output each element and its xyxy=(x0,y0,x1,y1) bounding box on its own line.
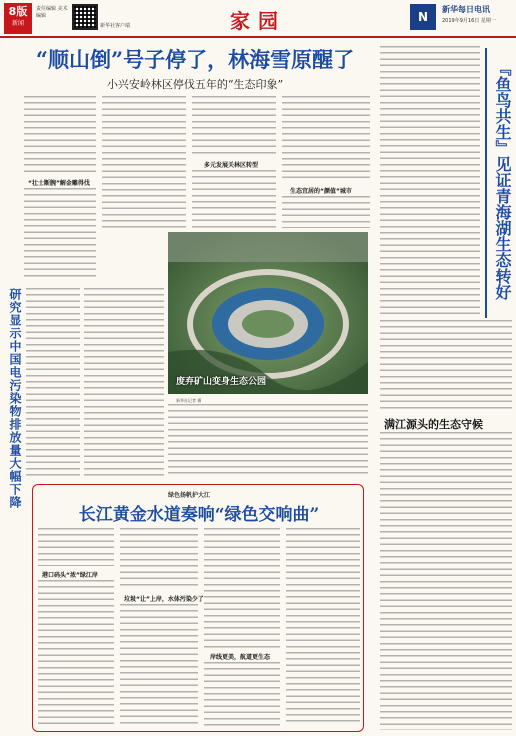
lead-body-col-1b xyxy=(24,188,96,280)
lead-body-col-2 xyxy=(102,96,186,228)
sidebar-body-1 xyxy=(26,288,80,478)
lead-subhead-3: 生态宜居的“颜值”城市 xyxy=(290,188,352,195)
masthead xyxy=(0,0,516,38)
lead-subhead-2: 多元发展关林区转型 xyxy=(204,162,259,169)
editor-credits: 责任编辑 美术编辑 xyxy=(36,6,68,19)
mid-body-strip xyxy=(168,404,368,478)
photo-caption: 废弃矿山变身生态公园 xyxy=(176,377,267,387)
right-body-2 xyxy=(380,320,512,410)
feature-body-1b xyxy=(38,580,114,726)
newspaper-name: 新华每日电讯 xyxy=(442,5,490,14)
lead-body-col-1 xyxy=(24,96,96,174)
newspaper-logo-icon: N xyxy=(410,4,436,30)
feature-subhead-3: 岸线更美，航道更生态 xyxy=(210,654,271,661)
photo-credit: 新华社记者 摄 xyxy=(176,398,202,403)
right-subheadline: 满江源头的生态守候 xyxy=(384,418,483,431)
aerial-park-photo xyxy=(168,232,368,394)
feature-body-3 xyxy=(204,528,280,648)
lead-body-col-4b xyxy=(282,196,370,228)
page-number-badge xyxy=(4,3,32,34)
right-banner-headline: 『鱼鸟共生』见证青海湖生态转好 xyxy=(493,60,512,300)
sidebar-body-2 xyxy=(84,288,164,478)
lead-body-col-3 xyxy=(192,96,276,156)
qr-code-icon xyxy=(72,4,98,30)
feature-subhead-1: 港口码头“浓”绿江岸 xyxy=(42,572,98,579)
feature-subhead-2: 垃圾“让”上岸，水体污染少了 xyxy=(124,596,204,603)
sidebar-headline: 研究显示中国电污染物排放量大幅下降 xyxy=(8,288,22,509)
lead-headline: “顺山倒”号子停了，林海雪原醒了 xyxy=(35,47,355,72)
lead-subheadline: 小兴安岭林区停伐五年的“生态印象” xyxy=(106,78,284,91)
page-number: 8版 xyxy=(8,5,28,18)
feature-body-2b xyxy=(120,604,198,726)
qr-label: 新华社客户端 xyxy=(100,23,131,29)
page-sub: 新闻 xyxy=(11,20,24,27)
lead-subhead-1: “壮士断腕”解金雕得伐 xyxy=(28,180,90,187)
feature-body-3b xyxy=(204,662,280,726)
feature-body-4 xyxy=(286,528,360,726)
feature-body-2 xyxy=(120,528,198,590)
issue-date: 2019年9月16日 星期一 xyxy=(442,18,496,24)
right-body-3 xyxy=(380,432,512,730)
feature-headline: 长江黄金水道奏响“绿色交响曲” xyxy=(78,505,320,525)
section-title: 家园 xyxy=(230,9,286,33)
lead-body-col-3b xyxy=(192,170,276,228)
right-body-1 xyxy=(380,46,480,316)
lead-body-col-4 xyxy=(282,96,370,180)
feature-body-1 xyxy=(38,528,114,566)
feature-kicker: 绿色扬帆护大江 xyxy=(168,492,211,499)
